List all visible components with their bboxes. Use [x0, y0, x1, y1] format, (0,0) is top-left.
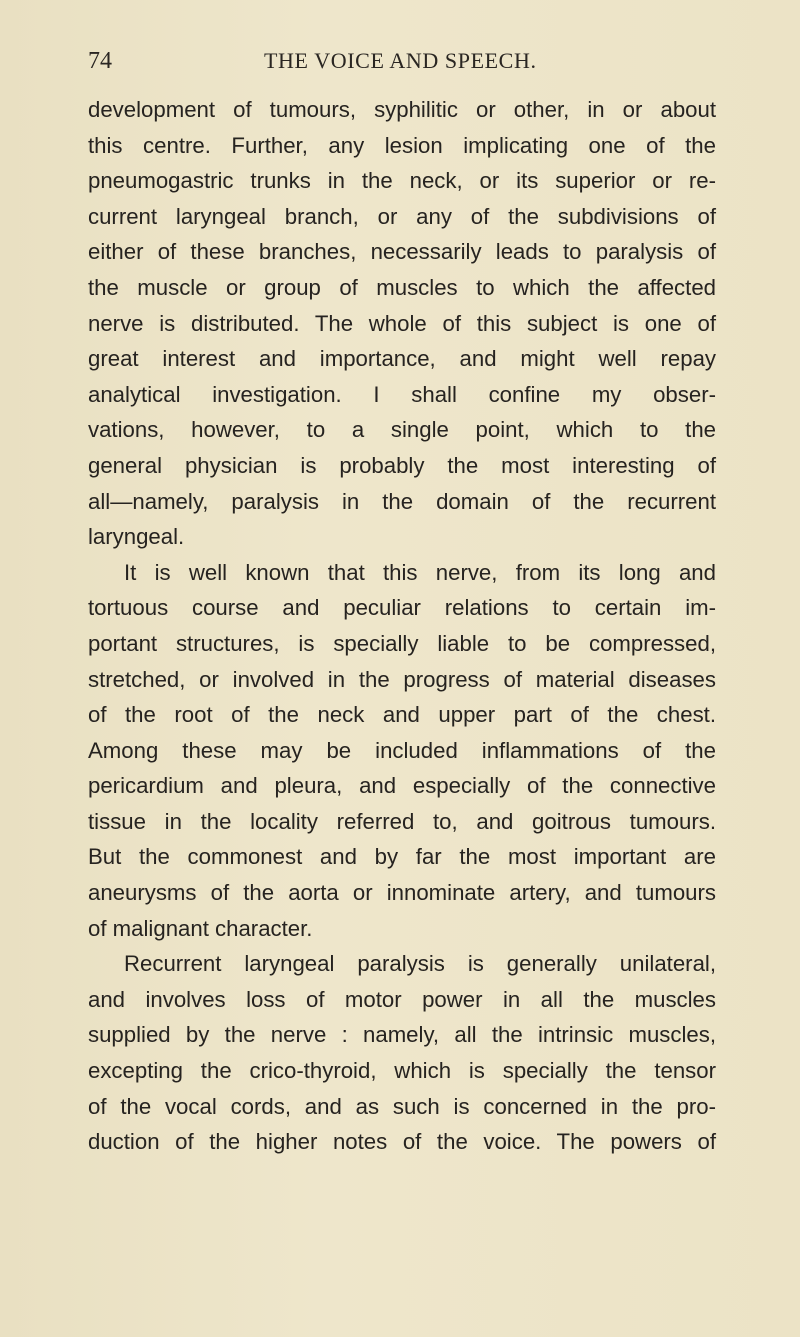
text-line: and involves loss of motor power in all the muscles	[88, 986, 716, 1012]
text-line: duction of the higher notes of the voice. The powers of	[88, 1129, 716, 1155]
text-line: But the commonest and by far the most important are	[88, 844, 716, 870]
text-line: nerve is distributed. The whole of this subject is one of	[88, 310, 716, 336]
text-line: all—namely, paralysis in the domain of the recurrent	[88, 488, 716, 514]
text-line: of the root of the neck and upper part of the chest.	[88, 702, 716, 728]
text-line: aneurysms of the aorta or innominate artery, and tumours	[88, 880, 716, 906]
text-line: general physician is probably the most interesting of	[88, 452, 716, 478]
text-line: tissue in the locality referred to, and goitrous tumours.	[88, 808, 716, 834]
running-head: THE VOICE AND SPEECH.	[264, 48, 537, 73]
text-line: current laryngeal branch, or any of the subdivisions of	[88, 203, 716, 229]
text-line: Among these may be included inflammations of the	[88, 737, 716, 763]
text-line: development of tumours, syphilitic or other, in or about	[88, 97, 716, 122]
text-line: pericardium and pleura, and especially of the connective	[88, 773, 716, 799]
body-text	[88, 92, 716, 1160]
text-line: vations, however, to a single point, which to the	[88, 417, 716, 443]
text-line: this centre. Further, any lesion implicating one of the	[88, 132, 716, 158]
text-line: laryngeal.	[88, 524, 185, 550]
text-line: Recurrent laryngeal paralysis is generally unilateral,	[124, 951, 716, 977]
page-number: 74	[88, 48, 112, 74]
text-line: pneumogastric trunks in the neck, or its superior or re-	[88, 168, 716, 194]
text-line: of the vocal cords, and as such is concerned in the pro-	[88, 1093, 716, 1119]
text-line: either of these branches, necessarily leads to paralysis of	[88, 239, 716, 265]
text-line: stretched, or involved in the progress of material diseases	[88, 666, 716, 692]
text-line: supplied by the nerve : namely, all the intrinsic muscles,	[88, 1022, 716, 1048]
text-line: It is well known that this nerve, from its long and	[124, 559, 716, 585]
text-line: analytical investigation. I shall confine my obser-	[88, 381, 716, 407]
text-line: the muscle or group of muscles to which the affected	[88, 274, 716, 300]
text-line: great interest and importance, and might well repay	[88, 346, 716, 372]
page-header	[88, 44, 728, 84]
text-line: excepting the crico-thyroid, which is specially the tensor	[88, 1058, 716, 1084]
text-line: tortuous course and peculiar relations to certain im-	[88, 595, 716, 621]
text-line: of malignant character.	[88, 915, 313, 941]
text-line: portant structures, is specially liable to be compressed,	[88, 630, 716, 656]
